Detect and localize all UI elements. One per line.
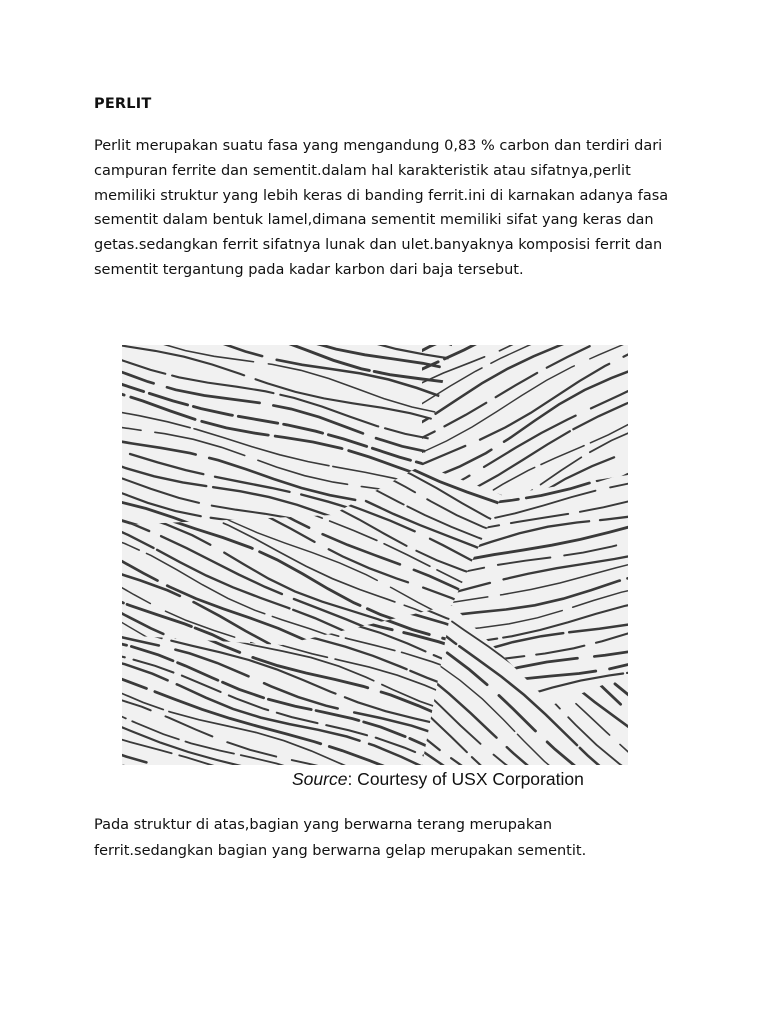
- cementite-lamella: [122, 345, 628, 462]
- cementite-lamella: [122, 666, 628, 765]
- cementite-lamella: [122, 345, 628, 438]
- cementite-lamella: [122, 345, 628, 462]
- paragraph-line: ferrit.sedangkan bagian yang berwarna gelap merupakan sementit.: [94, 843, 587, 859]
- paragraph-line: memiliki struktur yang lebih keras di banding ferrit.ini di karnakan adanya fasa: [94, 187, 669, 204]
- cementite-lamella: [122, 514, 628, 766]
- cementite-lamella: [185, 615, 628, 765]
- cementite-lamella: [122, 525, 480, 765]
- cementite-lamella: [122, 345, 560, 485]
- cementite-lamella: [210, 345, 628, 351]
- cementite-lamella: [205, 653, 628, 765]
- cementite-lamella: [122, 345, 628, 435]
- cementite-lamella: [176, 345, 628, 427]
- cementite-lamella: [122, 658, 628, 765]
- cementite-lamella: [122, 413, 575, 765]
- caption-credit: : Courtesy of USX Corporation: [347, 769, 584, 789]
- cementite-lamella: [384, 345, 628, 449]
- cementite-lamella: [336, 345, 628, 507]
- cementite-lamella: [122, 345, 628, 634]
- paragraph-explanation: [94, 812, 694, 864]
- cementite-lamella: [122, 368, 628, 653]
- cementite-lamella: [122, 345, 628, 568]
- cementite-lamella: [414, 345, 628, 413]
- cementite-lamella: [122, 764, 279, 765]
- cementite-lamella: [122, 345, 628, 488]
- cementite-lamella: [122, 345, 571, 506]
- cementite-lamella: [130, 345, 628, 393]
- cementite-lamella: [122, 616, 628, 765]
- figure-caption: [292, 769, 584, 790]
- cementite-lamella: [345, 345, 628, 496]
- cementite-lamella: [122, 417, 628, 744]
- paragraph-line: Perlit merupakan suatu fasa yang mengandung 0,83 % carbon dan terdiri dari: [94, 138, 663, 154]
- cementite-lamella: [122, 458, 628, 675]
- cementite-lamella: [457, 345, 628, 364]
- cementite-lamella: [122, 692, 571, 765]
- cementite-lamella: [136, 345, 628, 516]
- cementite-lamella: [122, 697, 568, 765]
- cementite-lamella: [172, 592, 628, 765]
- cementite-lamella: [122, 607, 411, 765]
- cementite-lamella: [122, 613, 606, 766]
- cementite-lamella: [153, 345, 628, 726]
- cementite-lamella: [273, 345, 628, 582]
- cementite-lamella: [122, 528, 628, 743]
- paragraph-line: sementit tergantung pada kadar karbon dari baja tersebut.: [94, 261, 524, 278]
- cementite-lamella: [122, 345, 628, 347]
- cementite-lamella: [122, 566, 628, 765]
- cementite-lamella: [122, 346, 628, 632]
- cementite-lamella: [125, 345, 628, 541]
- cementite-lamella: [122, 389, 628, 675]
- cementite-lamella: [290, 345, 628, 561]
- cementite-lamella: [122, 619, 628, 764]
- cementite-lamella: [366, 345, 628, 471]
- document-heading: PERLIT: [94, 96, 152, 112]
- cementite-lamella: [122, 705, 623, 765]
- cementite-lamella: [122, 761, 606, 765]
- cementite-lamella: [122, 735, 304, 765]
- paragraph-line: campuran ferrite dan sementit.dalam hal karakteristik atau sifatnya,perlit: [94, 162, 631, 179]
- cementite-lamella: [185, 345, 628, 688]
- cementite-lamella: [122, 345, 628, 435]
- cementite-lamella: [173, 345, 628, 433]
- cementite-lamella: [122, 345, 628, 501]
- paragraph-intro: [94, 134, 694, 283]
- cementite-lamella: [176, 345, 628, 697]
- paragraph-line: Pada struktur di atas,bagian yang berwarna terang merupakan: [94, 817, 553, 833]
- cementite-lamella: [122, 345, 596, 555]
- cementite-lamella: [122, 383, 628, 530]
- paragraph-line: sementit dalam bentuk lamel,dimana sementit memiliki sifat yang keras dan: [94, 212, 654, 229]
- cementite-lamella: [122, 438, 628, 723]
- cementite-lamella: [122, 499, 628, 717]
- pearlite-micrograph: [122, 345, 628, 765]
- cementite-lamella: [122, 345, 628, 487]
- cementite-lamella: [122, 345, 623, 605]
- cementite-lamella: [195, 345, 628, 675]
- cementite-lamella: [122, 367, 628, 513]
- cementite-lamella: [122, 398, 628, 567]
- cementite-lamella: [196, 635, 628, 765]
- paragraph-line: getas.sedangkan ferrit sifatnya lunak dan ulet.banyaknya komposisi ferrit dan: [94, 237, 663, 254]
- cementite-lamella: [122, 757, 286, 765]
- cementite-lamella: [122, 522, 628, 765]
- caption-source-word: Source: [292, 769, 348, 789]
- micrograph-lamellae-svg: [122, 345, 628, 765]
